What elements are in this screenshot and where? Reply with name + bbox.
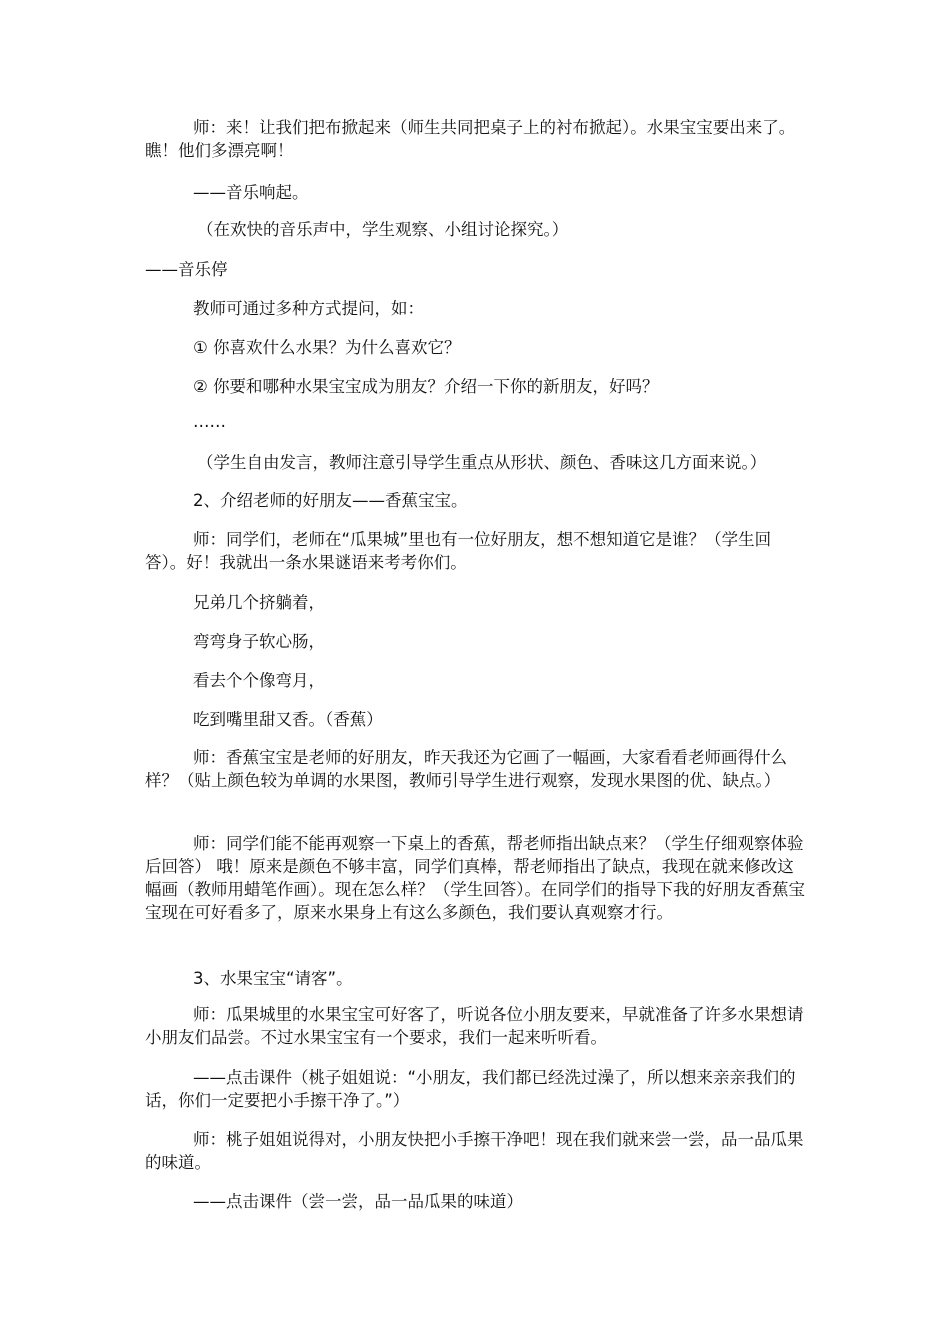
question-item-2: ② 你要和哪种水果宝宝成为朋友？介绍一下你的新朋友，好吗？: [193, 377, 659, 396]
paragraph-free-speech: （学生自由发言，教师注意引导学生重点从形状、颜色、香味这几方面来说。）: [197, 453, 767, 472]
section-heading-3: 3、水果宝宝“请客”。: [193, 969, 353, 988]
paragraph-observe-banana: 师：同学们能不能再观察一下桌上的香蕉，帮老师指出缺点来？（学生仔细观察体验后回答） 哦！原来是颜色不够丰富，同学们真棒，帮老师指出了缺点，我现在就来修改这幅画（教师用蜡笔作画）。现在怎么样？（学生回答）。在同学们的指导下我的好朋友香蕉宝宝现在可好看多了，原来水果身上有这么多颜色，我们要认真观察才行。: [145, 834, 805, 922]
paragraph-riddle-intro: 师：同学们，老师在“瓜果城”里也有一位好朋友，想不想知道它是谁？（学生回答）。好！我就出一条水果谜语来考考你们。: [145, 530, 772, 572]
paragraph-wash-hands: 师：桃子姐姐说得对，小朋友快把小手擦干净吧！现在我们就来尝一尝，品一品瓜果的味道。: [145, 1130, 804, 1172]
riddle-line-3: 看去个个像弯月，: [193, 671, 325, 690]
paragraph-music-stops: ——音乐停: [145, 260, 228, 279]
paragraph-click-courseware-peach: ——点击课件（桃子姐姐说：“小朋友，我们都已经洗过澡了，所以想来亲亲我们的话，你们一定要把小手擦干净了。”）: [145, 1068, 796, 1110]
paragraph-fruit-hosts: 师：瓜果城里的水果宝宝可好客了，听说各位小朋友要来，早就准备了许多水果想请小朋友们品尝。不过水果宝宝有一个要求，我们一起来听听看。: [145, 1005, 804, 1047]
paragraph-lift-cloth: 师：来！让我们把布掀起来（师生共同把桌子上的衬布掀起）。水果宝宝要出来了。瞧！他们多漂亮啊！: [145, 118, 796, 160]
paragraph-click-courseware-taste: ——点击课件（尝一尝，品一品瓜果的味道）: [193, 1192, 523, 1211]
question-item-1: ① 你喜欢什么水果？为什么喜欢它？: [193, 338, 461, 357]
ellipsis-line: ……: [193, 412, 226, 431]
riddle-line-4: 吃到嘴里甜又香。（香蕉）: [193, 710, 383, 729]
section-heading-2: 2、介绍老师的好朋友——香蕉宝宝。: [193, 491, 468, 510]
riddle-line-2: 弯弯身子软心肠，: [193, 632, 325, 651]
riddle-line-1: 兄弟几个挤躺着，: [193, 593, 325, 612]
paragraph-teacher-questions: 教师可通过多种方式提问，如：: [193, 299, 424, 318]
paragraph-students-observe: （在欢快的音乐声中，学生观察、小组讨论探究。）: [197, 220, 569, 239]
paragraph-music-starts: ——音乐响起。: [193, 183, 309, 202]
paragraph-banana-drawing: 师：香蕉宝宝是老师的好朋友，昨天我还为它画了一幅画，大家看看老师画得什么样？（贴上颜色较为单调的水果图，教师引导学生进行观察，发现水果图的优、缺点。）: [145, 748, 787, 790]
